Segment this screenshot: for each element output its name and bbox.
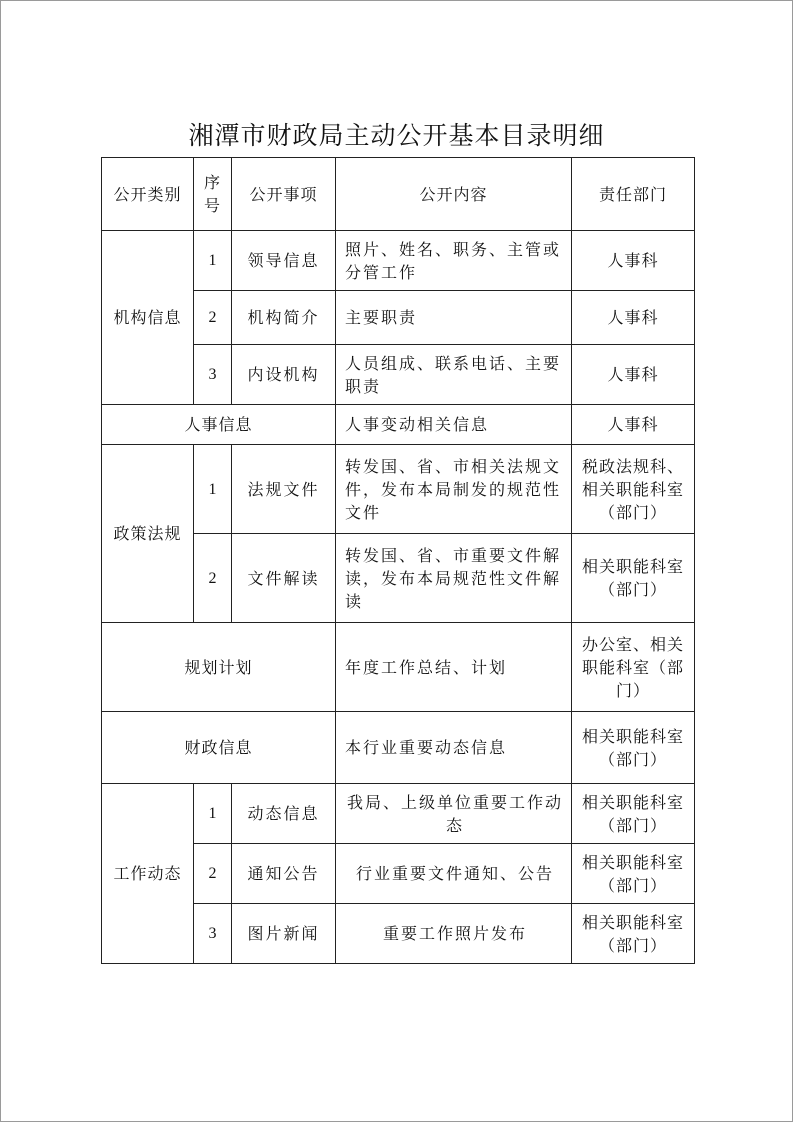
dept-cell: 相关职能科室（部门） xyxy=(572,712,695,784)
content-cell: 照片、姓名、职务、主管或分管工作 xyxy=(336,231,572,291)
category-cell: 财政信息 xyxy=(102,712,336,784)
header-category: 公开类别 xyxy=(102,158,194,231)
category-cell: 机构信息 xyxy=(102,231,194,405)
seq-cell: 3 xyxy=(194,345,232,405)
header-seq xyxy=(194,158,232,231)
catalog-table xyxy=(101,157,695,964)
item-cell: 内设机构 xyxy=(232,345,336,405)
table-row xyxy=(102,445,695,534)
category-cell: 人事信息 xyxy=(102,405,336,445)
item-cell: 通知公告 xyxy=(232,844,336,904)
header-dept: 责任部门 xyxy=(572,158,695,231)
dept-cell: 人事科 xyxy=(572,345,695,405)
item-cell: 领导信息 xyxy=(232,231,336,291)
category-cell: 工作动态 xyxy=(102,784,194,964)
content-cell: 年度工作总结、计划 xyxy=(336,623,572,712)
header-seq-line2: 号 xyxy=(203,196,221,215)
dept-cell: 人事科 xyxy=(572,231,695,291)
table-row xyxy=(102,784,695,844)
header-content: 公开内容 xyxy=(336,158,572,231)
header-seq-line1: 序 xyxy=(203,173,221,192)
category-cell: 规划计划 xyxy=(102,623,336,712)
dept-cell: 相关职能科室（部门） xyxy=(572,534,695,623)
item-cell: 机构简介 xyxy=(232,291,336,345)
seq-cell: 3 xyxy=(194,904,232,964)
content-cell: 行业重要文件通知、公告 xyxy=(336,844,572,904)
table-row xyxy=(102,405,695,445)
dept-cell: 人事科 xyxy=(572,405,695,445)
content-cell: 主要职责 xyxy=(336,291,572,345)
dept-cell: 相关职能科室（部门） xyxy=(572,844,695,904)
dept-cell: 人事科 xyxy=(572,291,695,345)
content-cell: 转发国、省、市相关法规文件，发布本局制发的规范性文件 xyxy=(336,445,572,534)
seq-cell: 1 xyxy=(194,784,232,844)
content-cell: 人事变动相关信息 xyxy=(336,405,572,445)
page-title: 湘潭市财政局主动公开基本目录明细 xyxy=(188,121,605,150)
content-cell: 我局、上级单位重要工作动态 xyxy=(336,784,572,844)
dept-cell: 相关职能科室（部门） xyxy=(572,904,695,964)
item-cell: 文件解读 xyxy=(232,534,336,623)
content-cell: 转发国、省、市重要文件解读，发布本局规范性文件解读 xyxy=(336,534,572,623)
header-row xyxy=(102,158,695,231)
header-item: 公开事项 xyxy=(232,158,336,231)
seq-cell: 1 xyxy=(194,445,232,534)
seq-cell: 2 xyxy=(194,291,232,345)
seq-cell: 2 xyxy=(194,534,232,623)
table-row xyxy=(102,623,695,712)
seq-cell: 2 xyxy=(194,844,232,904)
content-cell: 重要工作照片发布 xyxy=(336,904,572,964)
dept-cell: 税政法规科、相关职能科室（部门） xyxy=(572,445,695,534)
content-cell: 人员组成、联系电话、主要职责 xyxy=(336,345,572,405)
item-cell: 图片新闻 xyxy=(232,904,336,964)
table-row xyxy=(102,231,695,291)
item-cell: 动态信息 xyxy=(232,784,336,844)
content-cell: 本行业重要动态信息 xyxy=(336,712,572,784)
dept-cell: 办公室、相关职能科室（部门） xyxy=(572,623,695,712)
table-row xyxy=(102,712,695,784)
item-cell: 法规文件 xyxy=(232,445,336,534)
category-cell: 政策法规 xyxy=(102,445,194,623)
dept-cell: 相关职能科室（部门） xyxy=(572,784,695,844)
seq-cell: 1 xyxy=(194,231,232,291)
